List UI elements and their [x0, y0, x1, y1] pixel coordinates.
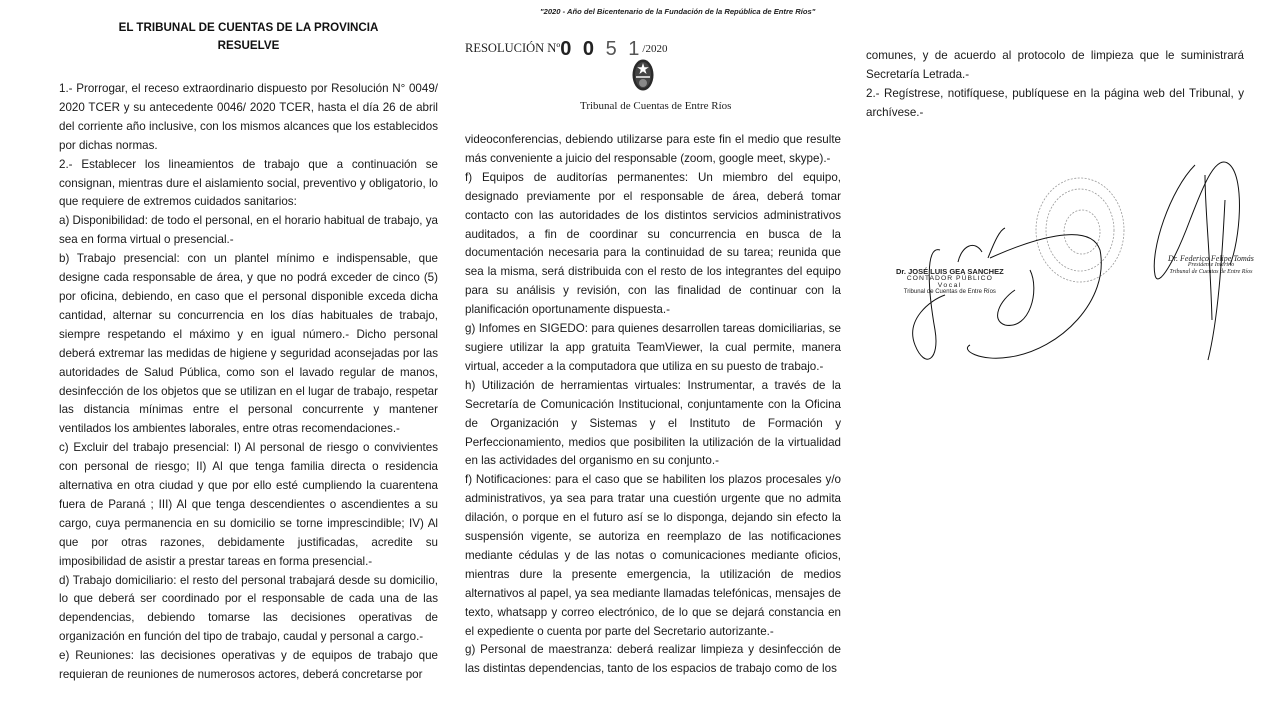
signatory-name: Dr. Federico Felipe Tomás — [1168, 254, 1254, 263]
commemorative-motto: "2020 - Año del Bicentenario de la Fundación de la República de Entre Ríos" — [540, 7, 816, 16]
resolution-prefix: RESOLUCIÓN Nº — [465, 41, 561, 55]
signatory-role: Presidente Interino — [1187, 262, 1235, 268]
signatory-role: Vocal — [937, 282, 962, 289]
signatory-organization: Tribunal de Cuentas de Entre Ríos — [1169, 269, 1253, 275]
paragraph: a) Disponibilidad: de todo el personal, en el horario habitual de trabajo, ya sea en forma virtual o presencial.- — [59, 214, 438, 247]
signatory-title: CONTADOR PÚBLICO — [906, 275, 993, 282]
resolution-digits-b: 5 1 — [605, 38, 643, 60]
signatory-name: Dr. JOSÉ LUIS GEA SANCHEZ — [896, 267, 1004, 276]
paragraph: c) Excluir del trabajo presencial: I) Al personal de riesgo o convivientes con personal de riesgo; II) Al que tenga familia directa o residencia alternativa en otra ciudad y que por ello esté cumpliendo la cuarentena fuera de Paraná ; III) Al que tenga descendientes o ascendientes a su cargo, cuya permanencia en su domicilio se torne imprescindible; IV) Al que por otras razones, debidamente justificadas, acredite su imposibilidad de asistir a prestar tareas en forma presencial.- — [59, 441, 438, 568]
paragraph: f) Notificaciones: para el caso que se habiliten los plazos procesales y/o administrativos, ya sea para tratar una cuestión urgente que no admita dilación, o porque en el futuro así se lo disponga, dejando sin efecto la suspensión vigente, se autoriza en reemplazo de las notificaciones mediante cédulas y de las notas o comunicaciones mediante oficios, mientras dure la presente emergencia, la utilización de medios alternativos al papel, ya sea mediante llamadas telefónicas, mensajes de texto, whatsapp y correo electrónico, de lo que se dejará constancia en el expediente o cuenta por parte del Secretario autorizante.- — [465, 473, 841, 638]
paragraph: f) Equipos de auditorías permanentes: Un miembro del equipo, designado previamente por el responsable de área, deberá tomar contacto con las autoridades de los distintos servicios administrativos auditados, a fin de coordinar su concurrencia en busca de la documentación necesaria para la continuidad de su tarea; reunida que sea la misma, será distribuida con el resto de los integrantes del equipo para su análisis y revisión, con las finalidad de continuar con la planificación oportunamente dispuesta.- — [465, 170, 841, 317]
paragraph: e) Reuniones: las decisiones operativas y de equipos de trabajo que requieran de reuniones de numerosos actores, deberá concretarse por — [59, 649, 438, 682]
signatory-organization: Tribunal de Cuentas de Entre Ríos — [903, 289, 996, 295]
paragraph: h) Utilización de herramientas virtuales: Instrumentar, a través de la Secretaría de Comunicación Institucional, conjuntamente con la Oficina de Organización y Sistemas y el Instituto de Formación y Perfeccionamiento, medios que posibiliten la utilización de la virtualidad en las actividades del organismo en su conjunto.- — [465, 378, 841, 468]
resolution-digits — [560, 38, 642, 60]
paragraph: videoconferencias, debiendo utilizarse para este fin el medio que resulte más conveniente a juicio del responsable (zoom, google meet, skype).- — [465, 133, 841, 165]
resolution-year: /2020 — [642, 43, 668, 55]
paragraph: g) Infomes en SIGEDO: para quienes desarrollen tareas domiciliarias, se sugiere utilizar la app gratuita TeamViewer, la cual permite, manera virtual, acceder a la computadora que utiliza en su puesto de trabajo.- — [465, 322, 841, 373]
signatory-gea-sanchez — [896, 268, 1004, 296]
paragraph: 2.- Regístrese, notifíquese, publíquese en la página web del Tribunal, y archívese.- — [866, 86, 1244, 119]
signatory-tomas — [1168, 255, 1254, 276]
paragraph: d) Trabajo domiciliario: el resto del personal trabajará desde su domicilio, lo que deberá ser coordinado por el responsable de cada una de las dependencias, debiendo tomarse las decisiones operativas de organización en función del tipo de trabajo, caudal y personal a cargo.- — [59, 573, 438, 644]
heading-resuelve: RESUELVE — [217, 39, 280, 52]
heading-tribunal: EL TRIBUNAL DE CUENTAS DE LA PROVINCIA — [118, 21, 379, 34]
paragraph: g) Personal de maestranza: deberá realizar limpieza y desinfección de las distintas dependencias, tanto de los espacios de trabajo como de los — [465, 643, 841, 676]
resolution-digits-a: 0 0 — [560, 38, 598, 60]
provincial-coat-of-arms-icon — [631, 58, 655, 92]
official-stamp-icon — [1036, 178, 1124, 282]
paragraph: 1.- Prorrogar, el receso extraordinario dispuesto por Resolución N° 0049/ 2020 TCER y su antecedente 0046/ 2020 TCER, hasta el día 26 de abril del corriente año inclusive, con los mismos alcances que los establecidos por dichas normas. — [59, 82, 438, 152]
paragraph: comunes, y de acuerdo al protocolo de limpieza que le suministrará Secretaría Letrada.- — [866, 49, 1244, 81]
paragraph: b) Trabajo presencial: con un plantel mínimo e indispensable, que designe cada responsable de área, y que no podrá exceder de cinco (5) por oficina, debiendo, en caso que el personal disponible exceda dicha cantidad, alternar su concurrencia en los días habituales de trabajo, siempre respetando el máximo y en igual número.- Dicho personal deberá extremar las medidas de higiene y seguridad aconsejadas por las autoridades de Salud Pública, como son el lavado regular de manos, desinfección de los objetos que se utilizan en el lugar de trabajo, respetar las distancia mínimas entre el personal concurrente y mantener ventilados los ambientes laborales, entre otras recomendaciones.- — [59, 252, 438, 436]
organization-name: Tribunal de Cuentas de Entre Ríos — [580, 100, 732, 112]
paragraph: 2.- Establecer los lineamientos de trabajo que a continuación se consignan, mientras dure el aislamiento social, preventivo y obligatorio, lo que requiere de extremos cuidados sanitarios: — [59, 157, 438, 209]
